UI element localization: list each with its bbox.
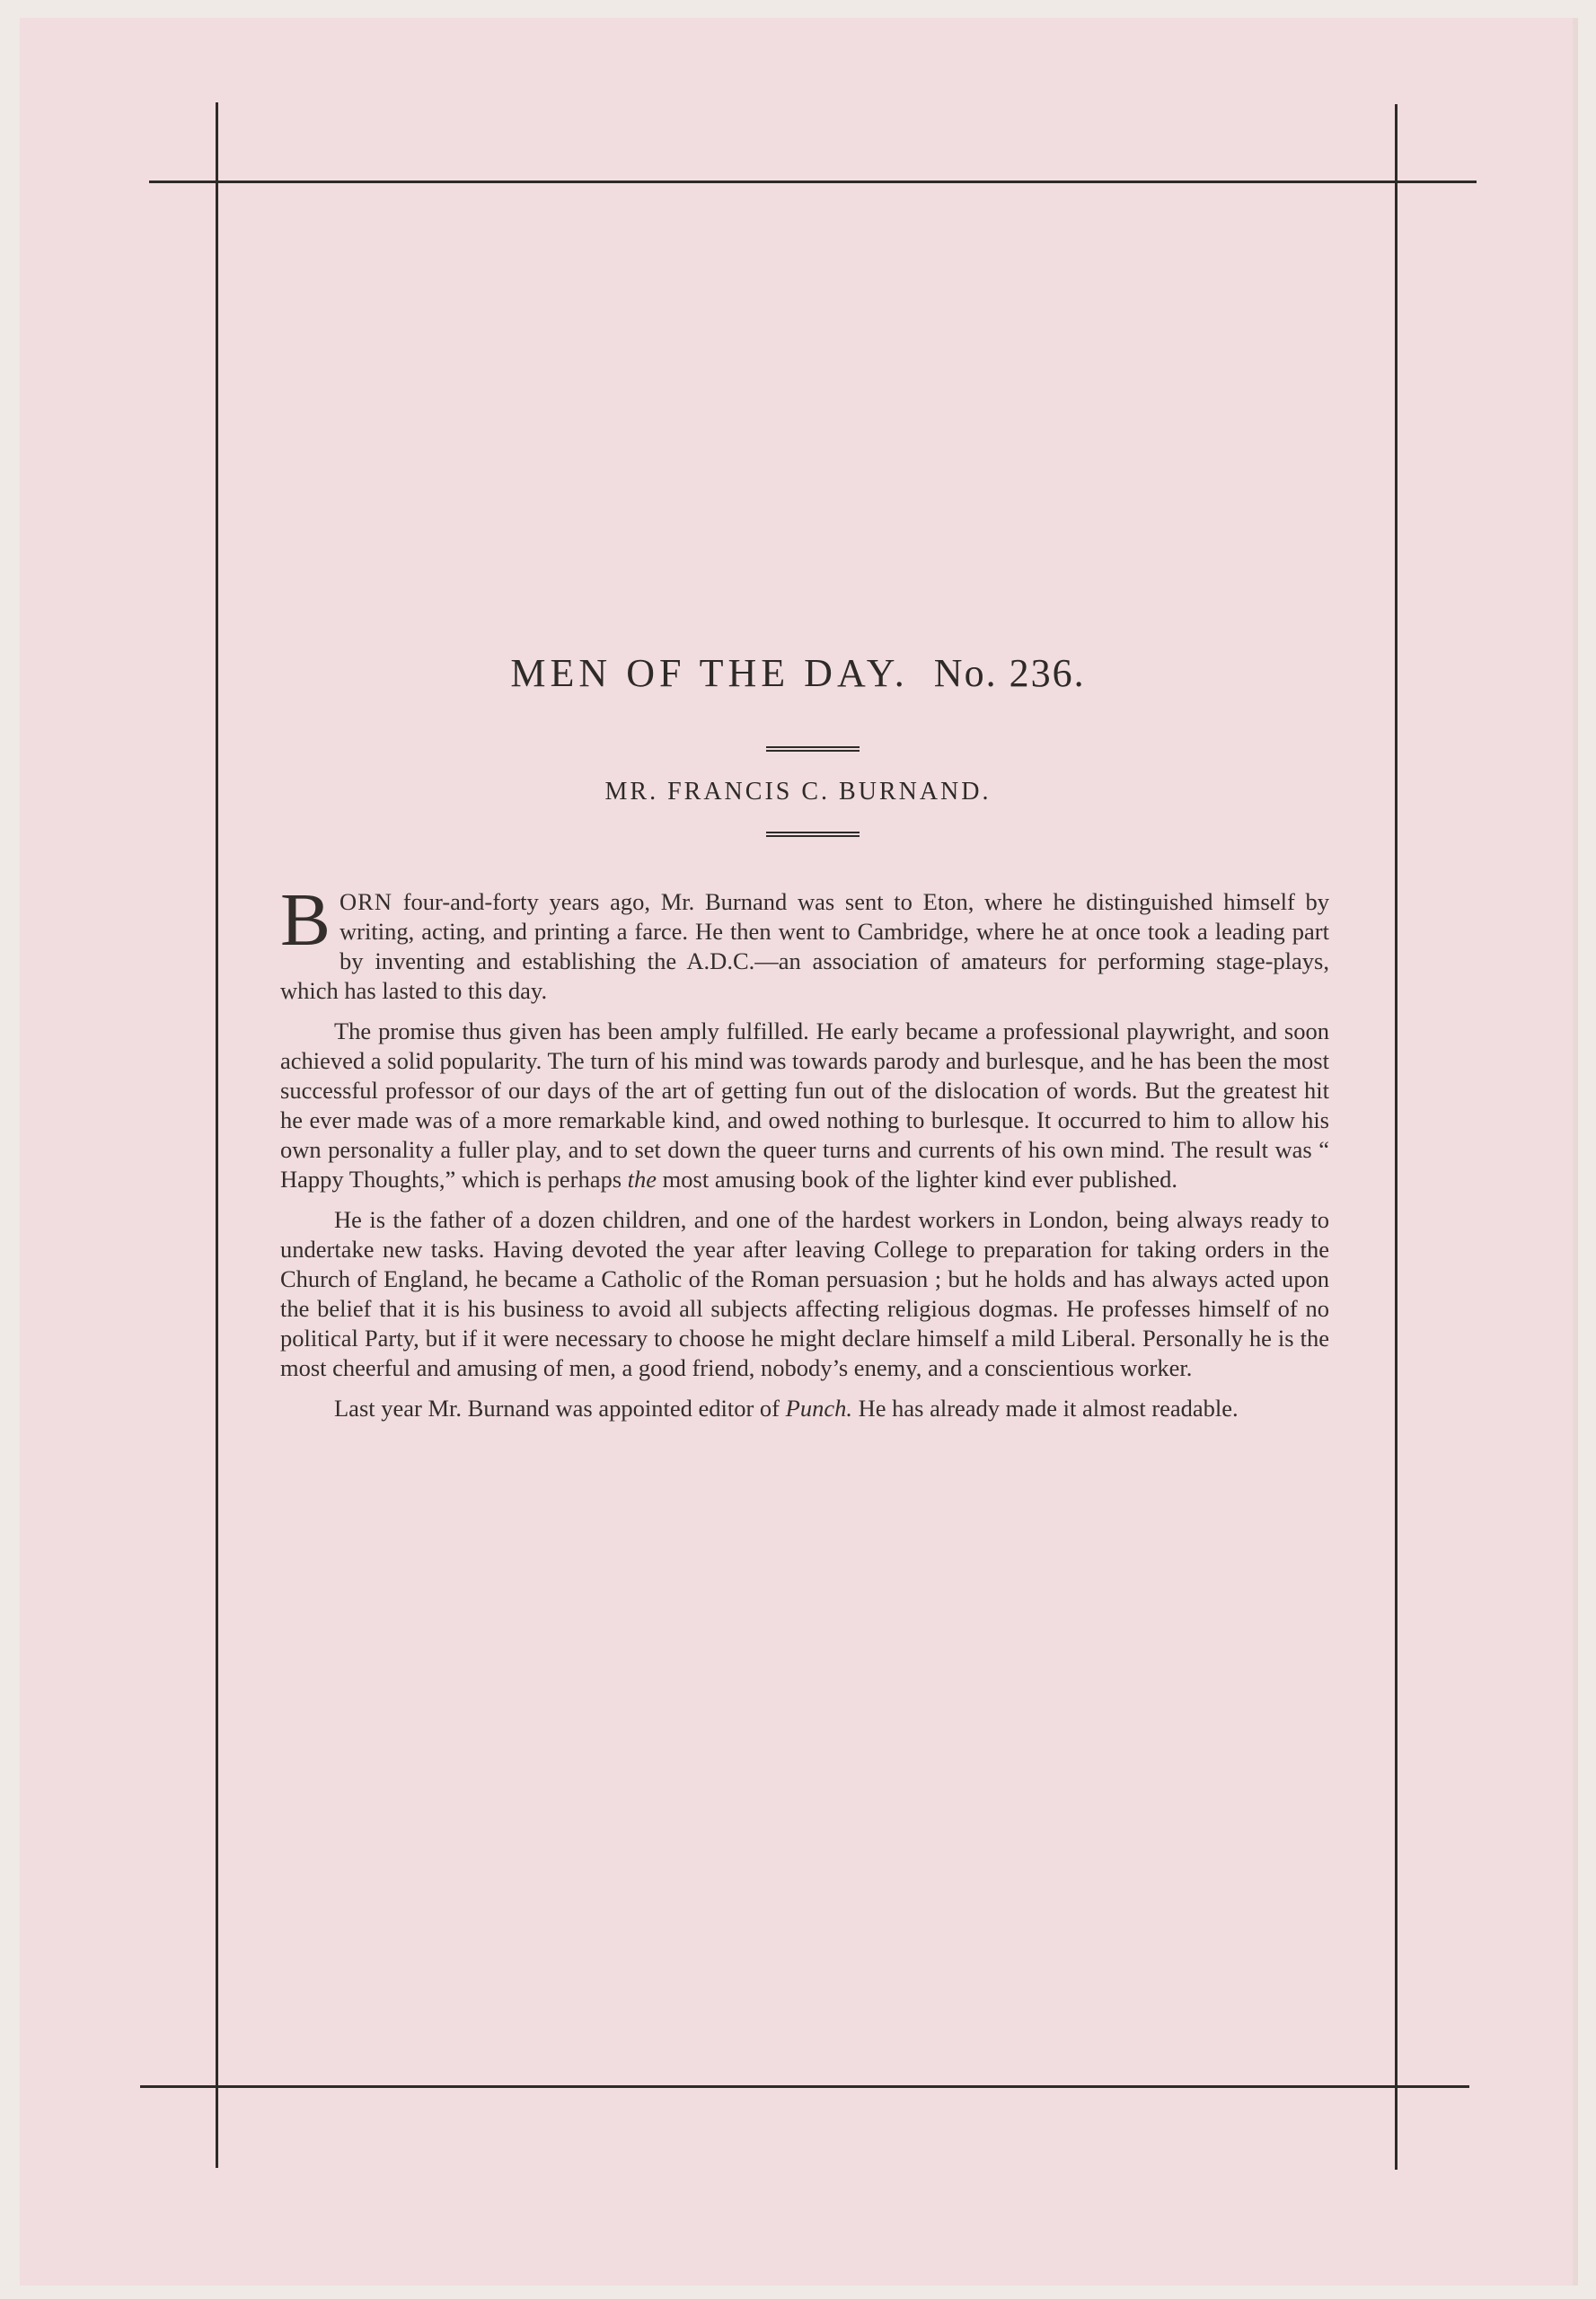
paragraph-4-text: Last year Mr. Burnand was appointed editor of	[334, 1395, 786, 1422]
title-text: MEN OF THE DAY.	[510, 651, 909, 695]
frame-bottom-rule	[140, 2085, 1469, 2088]
lead-word: ORN	[339, 888, 392, 915]
paragraph-2-text: The promise thus given has been amply fulfilled. He early became a professional playwright, and soon achieved a solid popularity. The turn of his mind was towards parody and burlesque, and he has been the most successful professor of our days of the art of getting fun out of the dislocation of words. But the greatest hit he ever made was of a more remarkable kind, and owed nothing to burlesque. It occurred to him to allow his own personality a fuller play, and to set down the queer turns and currents of his own mind. The result was “ Happy Thoughts,” which is perhaps	[280, 1017, 1329, 1193]
title-divider	[766, 746, 860, 752]
paragraph-4-end: He has already made it almost readable.	[851, 1395, 1239, 1422]
page-title	[0, 650, 1596, 696]
paragraph-4	[280, 1394, 1329, 1423]
frame-top-rule	[149, 181, 1477, 183]
paragraph-1	[280, 878, 1329, 1006]
paragraph-2-emphasis: the	[627, 1166, 657, 1193]
article-body	[280, 878, 1329, 1434]
paragraph-3	[280, 1205, 1329, 1383]
article-subtitle: MR. FRANCIS C. BURNAND.	[604, 778, 992, 806]
publication-name: Punch.	[785, 1395, 852, 1422]
paragraph-1-text: four-and-forty years ago, Mr. Burnand was sent to Eton, where he distinguished himself by writing, acting, and printing a farce. He then went to Cambridge, where he at once took a leading part by inventing and establishing the A.D.C.—an association of amateurs for performing stage-plays, which has lasted to this day.	[280, 888, 1329, 1004]
frame-right-rule	[1395, 104, 1398, 2170]
paragraph-2-end: most amusing book of the lighter kind ever published.	[657, 1166, 1178, 1193]
issue-number: No. 236.	[933, 651, 1086, 695]
frame-left-rule	[216, 102, 218, 2168]
paragraph-3-text: He is the father of a dozen children, and one of the hardest workers in London, being always ready to undertake new tasks. Having devoted the year after leaving College to preparation for taking orders in the Church of England, he became a Catholic of the Roman persuasion ; but he holds and has always acted upon the belief that it is his business to avoid all subjects affecting religious dogmas. He professes himself of no political Party, but if it were necessary to choose he might declare himself a mild Liberal. Personally he is the most cheerful and amusing of men, a good friend, nobody’s enemy, and a conscientious worker.	[280, 1206, 1329, 1381]
paragraph-2	[280, 1017, 1329, 1194]
subtitle-divider	[766, 832, 860, 837]
drop-cap: B	[280, 878, 331, 962]
